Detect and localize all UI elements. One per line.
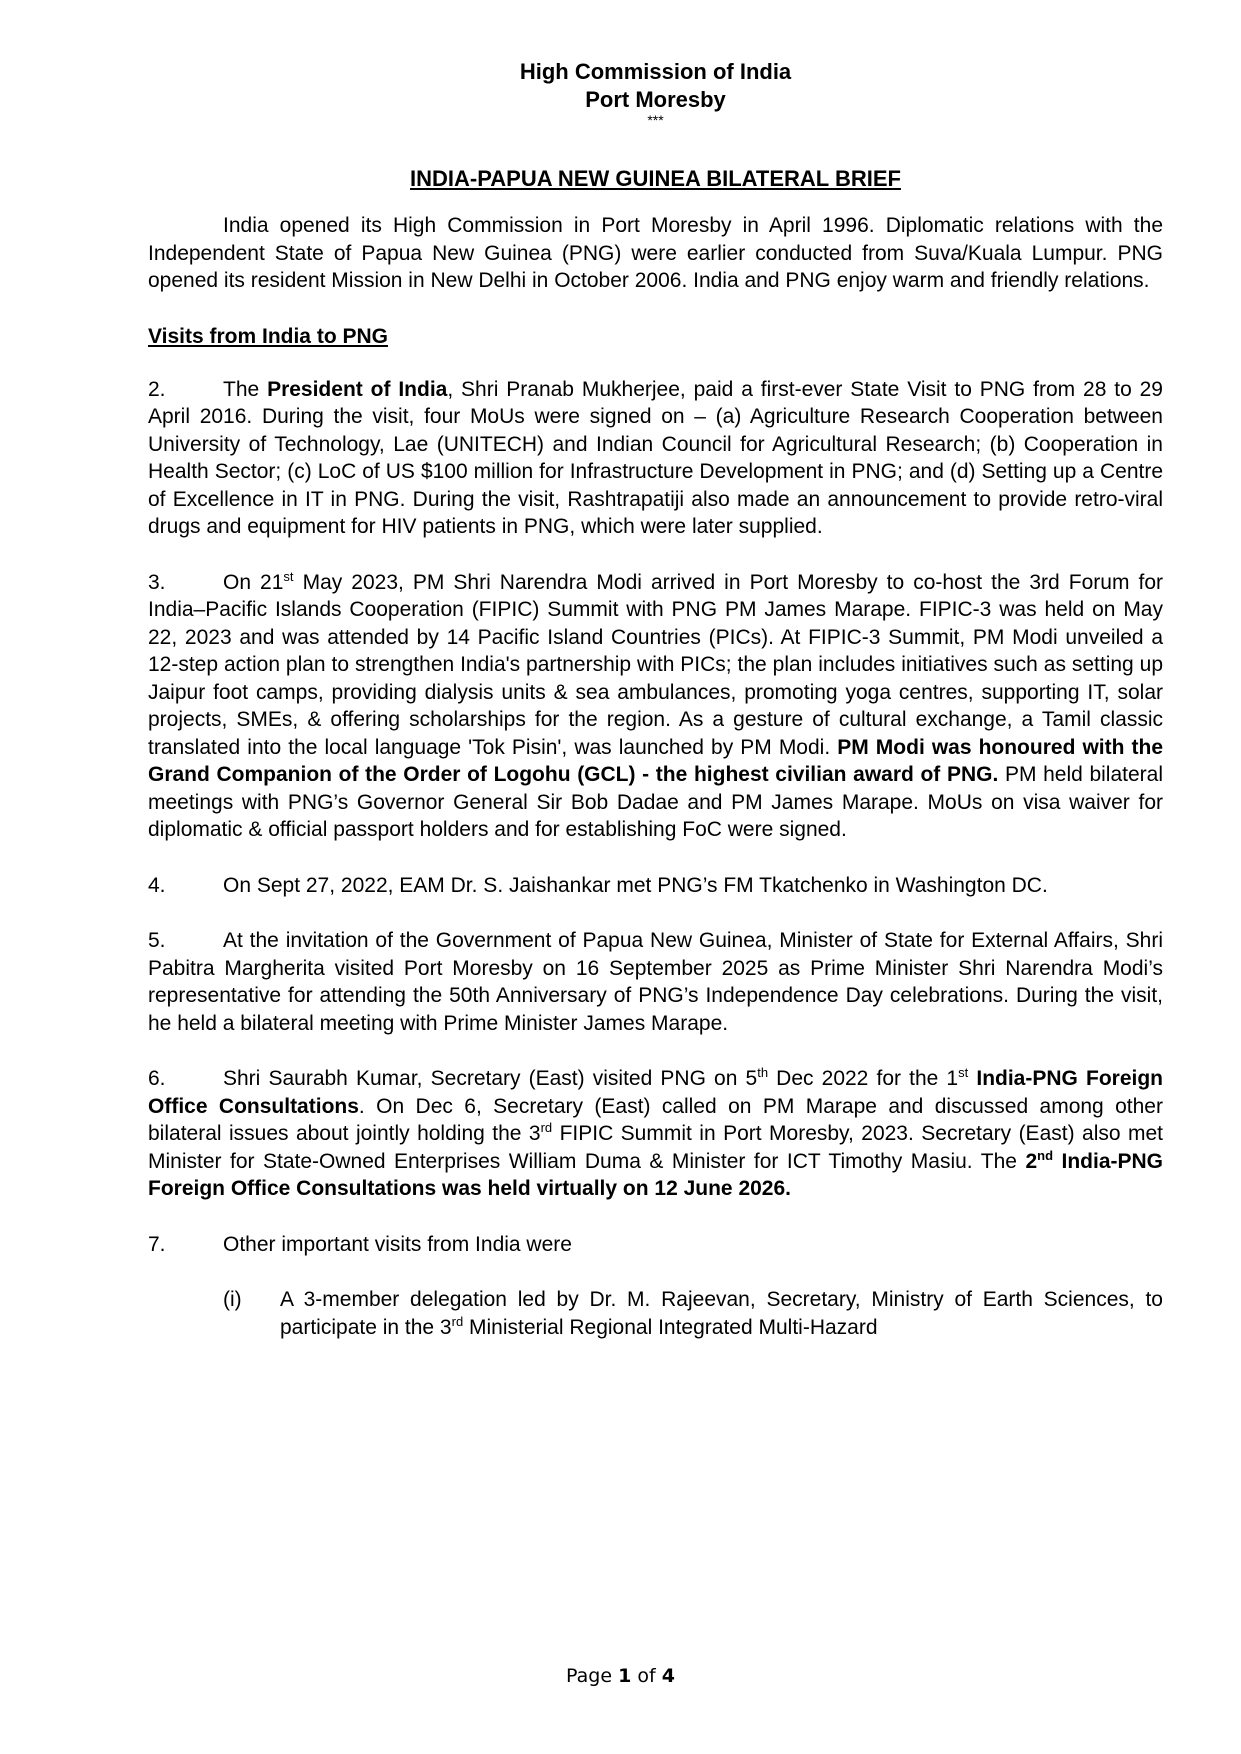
- paragraph-number: 7.: [148, 1232, 166, 1256]
- paragraph-4: 4. On Sept 27, 2022, EAM Dr. S. Jaishankar met PNG’s FM Tkatchenko in Washington DC.: [148, 872, 1163, 900]
- paragraph-number: 4.: [148, 873, 166, 897]
- header-stars: ***: [647, 112, 664, 128]
- paragraph-number: 6.: [148, 1067, 166, 1090]
- section-heading-visits: Visits from India to PNG: [148, 324, 388, 348]
- header-org: High Commission of India: [519, 59, 792, 84]
- paragraph-3: 3. On 21st May 2023, PM Shri Narendra Modi arrived in Port Moresby to co-host the 3rd Forum for India–Pacific Islands Cooperation (FIPIC) Summit with PNG PM James Marape. FIPIC-3 was held on May 22, 2023 and was attended by 14 Pacific Island Countries (PICs). At FIPIC-3 Summit, PM Modi unveiled a 12-step action plan to strengthen India's partnership with PICs; the plan includes initiatives such as setting up Jaipur foot camps, providing dialysis units & sea ambulances, promoting yoga centres, supporting IT, solar projects, SMEs, & offering scholarships for the region. As a gesture of cultural exchange, a Tamil classic translated into the local language 'Tok Pisin', was launched by PM Modi. PM Modi was honoured with the Grand Companion of the Order of Logohu (GCL) - the highest civilian award of PNG. PM held bilateral meetings with PNG’s Governor General Sir Bob Dadae and PM James Marape. MoUs on visa waiver for diplomatic & official passport holders and for establishing FoC were signed.: [148, 568, 1163, 841]
- intro-paragraph: India opened its High Commission in Port Moresby in April 1996. Diplomatic relations with the Independent State of Papua New Guinea (PNG) were earlier conducted from Suva/Kuala Lumpur. PNG opened its resident Mission in New Delhi in October 2006. India and PNG enjoy warm and friendly relations.: [148, 214, 1163, 292]
- paragraph-6: 6. Shri Saurabh Kumar, Secretary (East) visited PNG on 5th Dec 2022 for the 1st India-PNG Foreign Office Consultations. On Dec 6, Secretary (East) called on PM Marape and discussed among other bilateral issues about jointly holding the 3rd FIPIC Summit in Port Moresby, 2023. Secretary (East) also met Minister for State-Owned Enterprises William Duma & Minister for ICT Timothy Masiu. The 2nd India-PNG Foreign Office Consultations was held virtually on 12 June 2026.: [148, 1065, 1164, 1200]
- header-city: Port Moresby: [585, 87, 726, 112]
- document-page: [148, 58, 1163, 1341]
- paragraph-number: 5.: [148, 929, 166, 952]
- list-item-text: A 3-member delegation led by Dr. M. Rajeevan, Secretary, Ministry of Earth Sciences, to participate in the 3rd Ministerial Regional Integrated Multi-Hazard: [280, 1288, 1163, 1339]
- paragraph-5: 5. At the invitation of the Government of Papua New Guinea, Minister of State for External Affairs, Shri Pabitra Margherita visited Port Moresby on 16 September 2025 as Prime Minister Shri Narendra Modi’s representative for attending the 50th Anniversary of PNG’s Independence Day celebrations. During the visit, he held a bilateral meeting with Prime Minister James Marape.: [148, 929, 1163, 1035]
- page-footer: Page 1 of 4: [566, 1665, 675, 1687]
- document-title: INDIA-PAPUA NEW GUINEA BILATERAL BRIEF: [410, 166, 901, 191]
- paragraph-number: 2.: [148, 377, 166, 401]
- list-item: [223, 1286, 1163, 1341]
- paragraph-7: 7. Other important visits from India were: [148, 1231, 1163, 1259]
- paragraph-number: 3.: [148, 570, 166, 594]
- paragraph-2: 2. The President of India, Shri Pranab Mukherjee, paid a first-ever State Visit to PNG from 28 to 29 April 2016. During the visit, four MoUs were signed on – (a) Agriculture Research Cooperation between University of Technology, Lae (UNITECH) and Indian Council for Agricultural Research; (b) Cooperation in Health Sector; (c) LoC of US $100 million for Infrastructure Development in PNG; and (d) Setting up a Centre of Excellence in IT in PNG. During the visit, Rashtrapatiji also made an announcement to provide retro-viral drugs and equipment for HIV patients in PNG, which were later supplied.: [148, 377, 1163, 538]
- list-item-label: (i): [223, 1288, 242, 1311]
